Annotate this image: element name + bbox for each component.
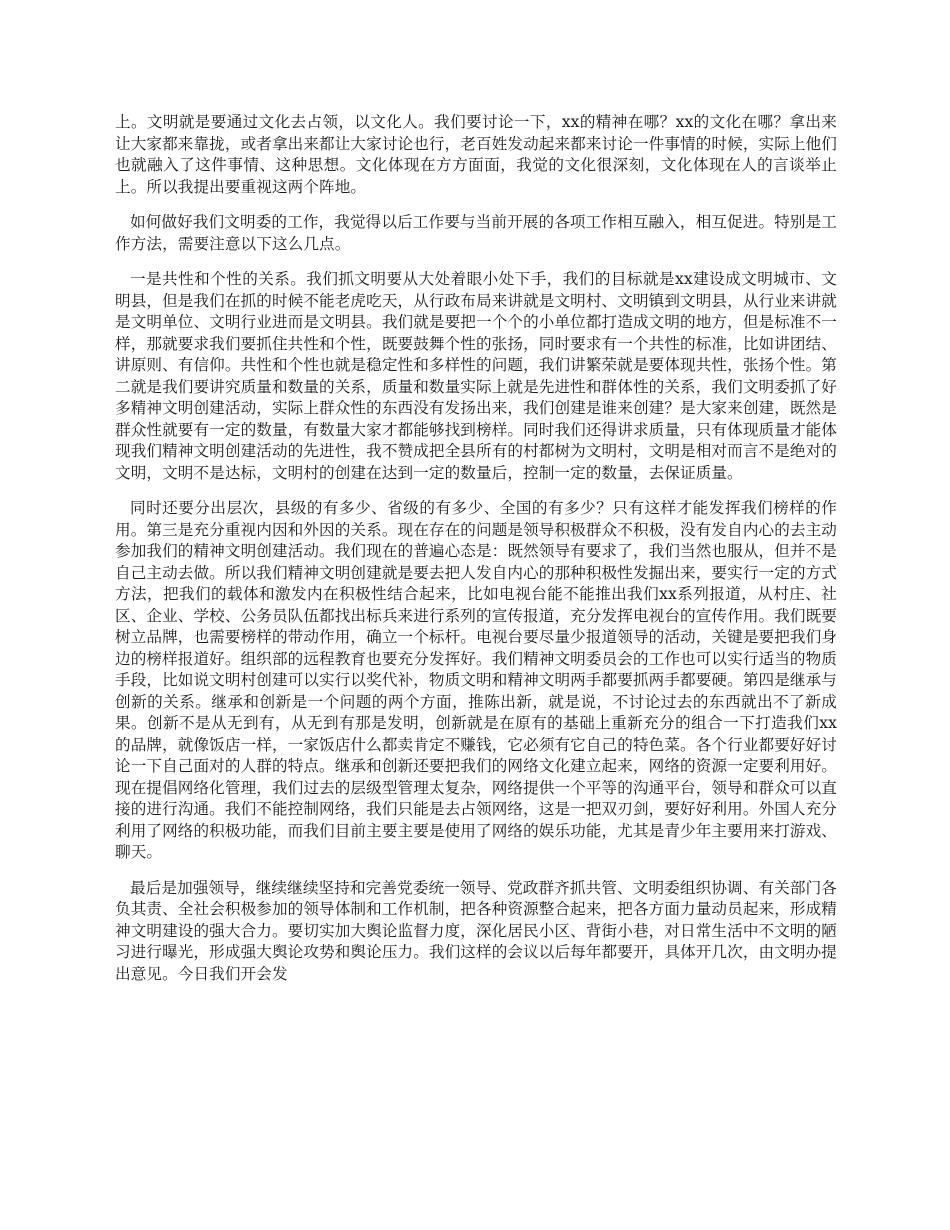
document-body — [115, 112, 837, 999]
paragraph-4: 同时还要分出层次，县级的有多少、省级的有多少、全国的有多少？只有这样才能发挥我们榜样的作用。第三是充分重视内因和外因的关系。现在存在的问题是领导积极群众不积极，没有发自内心的去主动参加我们的精神文明创建活动。我们现在的普遍心态是：既然领导有要求了，我们当然也服从，但并不是自己主动去做。所以我们精神文明创建就是要去把人发自内心的那种积极性发掘出来，要实行一定的方式方法，把我们的载体和激发内在积极性结合起来，比如电视台能不能推出我们xx系列报道，从村庄、社区、企业、学校、公务员队伍都找出标兵来进行系列的宣传报道，充分发挥电视台的宣传作用。我们既要树立品牌，也需要榜样的带动作用，确立一个标杆。电视台要尽量少报道领导的活动，关键是要把我们身边的榜样报道好。组织部的远程教育也要充分发挥好。我们精神文明委员会的工作也可以实行适当的物质手段，比如说文明村创建可以实行以奖代补，物质文明和精神文明两手都要抓两手都要硬。第四是继承与创新的关系。继承和创新是一个问题的两个方面，推陈出新，就是说，不讨论过去的东西就出不了新成果。创新不是从无到有，从无到有那是发明，创新就是在原有的基础上重新充分的组合一下打造我们xx的品牌，就像饭店一样，一家饭店什么都卖肯定不赚钱，它必须有它自己的特色菜。各个行业都要好好讨论一下自己面对的人群的特点。继承和创新还要把我们的网络文化建立起来，网络的资源一定要利用好。现在提倡网络化管理，我们过去的层级型管理太复杂，网络提供一个平等的沟通平台，领导和群众可以直接的进行沟通。我们不能控制网络，我们只能是去占领网络，这是一把双刃剑，要好好利用。外国人充分利用了网络的积极功能，而我们目前主要主要是使用了网络的娱乐功能，尤其是青少年主要用来打游戏、聊天。 — [115, 499, 837, 861]
paragraph-3: 一是共性和个性的关系。我们抓文明要从大处着眼小处下手，我们的目标就是xx建设成文明城市、文明县，但是我们在抓的时候不能老虎吃天，从行政布局来讲就是文明村、文明镇到文明县，从行业来讲就是文明单位、文明行业进而是文明县。我们就是要把一个个的小单位都打造成文明的地方，但是标准不一样，那就要求我们要抓住共性和个性，既要鼓舞个性的张扬，同时要求有一个共性的标准，比如讲团结、讲原则、有信仰。共性和个性也就是稳定性和多样性的问题，我们讲繁荣就是要体现共性，张扬个性。第二就是我们要讲究质量和数量的关系，质量和数量实际上就是先进性和群体性的关系，我们文明委抓了好多精神文明创建活动，实际上群众性的东西没有发扬出来，我们创建是谁来创建？是大家来创建，既然是群众性就要有一定的数量，有数量大家才都能够找到榜样。同时我们还得讲求质量，只有体现质量才能体现我们精神文明创建活动的先进性，我不赞成把全县所有的村都树为文明村，文明是相对而言不是绝对的文明，文明不是达标，文明村的创建在达到一定的数量后，控制一定的数量，去保证质量。 — [115, 270, 837, 482]
paragraph-2: 如何做好我们文明委的工作，我觉得以后工作要与当前开展的各项工作相互融入，相互促进。特别是工作方法，需要注意以下这么几点。 — [115, 213, 837, 253]
paragraph-1: 上。文明就是要通过文化去占领，以文化人。我们要讨论一下，xx的精神在哪？xx的文化在哪？拿出来让大家都来靠拢，或者拿出来都让大家讨论也行，老百姓发动起来都来讨论一件事情的时候，实际上他们也就融入了这件事情、这种思想。文化体现在方方面面，我觉的文化很深刻，文化体现在人的言谈举止上。所以我提出要重视这两个阵地。 — [115, 113, 837, 196]
paragraph-5: 最后是加强领导，继续继续坚持和完善党委统一领导、党政群齐抓共管、文明委组织协调、有关部门各负其责、全社会积极参加的领导体制和工作机制，把各种资源整合起来，把各方面力量动员起来，形成精神文明建设的强大合力。要切实加大舆论监督力度，深化居民小区、背街小巷，对日常生活中不文明的陋习进行曝光，形成强大舆论攻势和舆论压力。我们这样的会议以后每年都要开，具体开几次，由文明办提出意见。今日我们开会发 — [115, 878, 837, 983]
